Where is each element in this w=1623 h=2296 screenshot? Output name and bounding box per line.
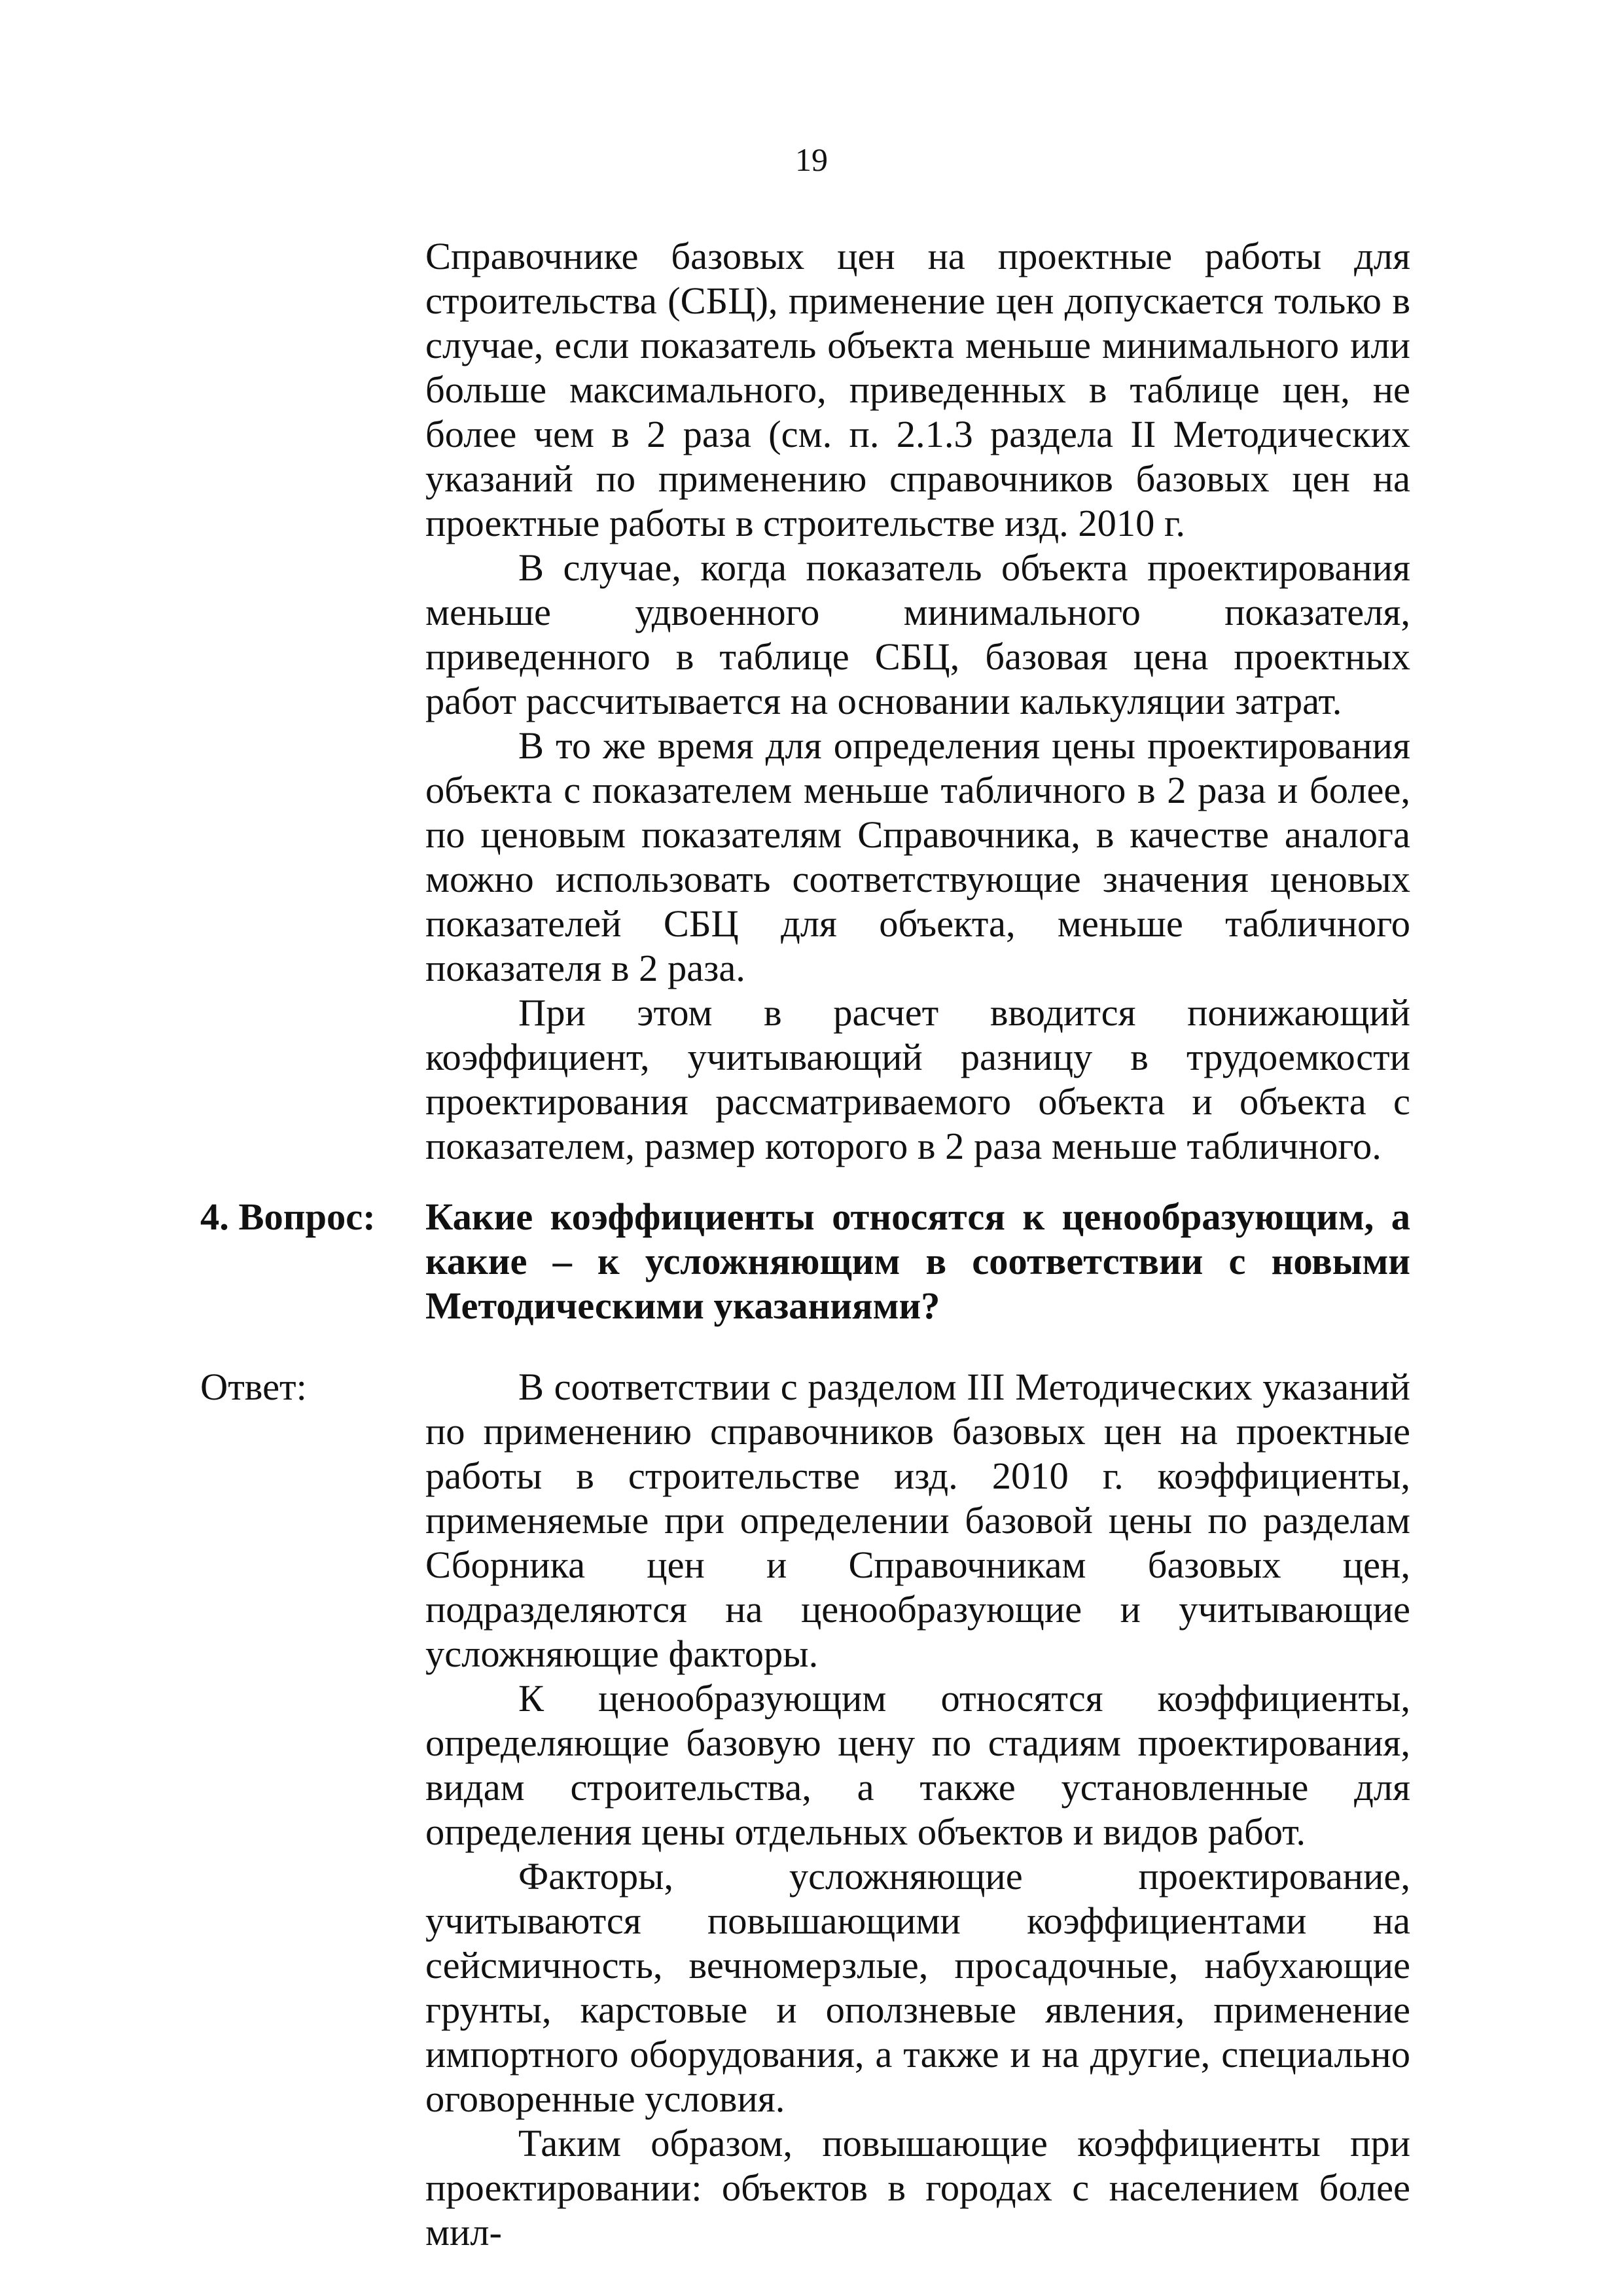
- answer-paragraph: К ценообразующим относятся коэффициенты, определяющие базовую цену по стадиям проектирования, видам строительства, а также установленные для определения цены отдельных объектов и видов работ.: [425, 1677, 1410, 1853]
- intro-paragraph: Справочнике базовых цен на проектные работы для строительства (СБЦ), применение цен допускается только в случае, если показатель объекта меньше минимального или больше максимального, приведенных в таблице цен, не более чем в 2 раза (см. п. 2.1.3 раздела II Методических указаний по применению справочников базовых цен на проектные работы в строительстве изд. 2010 г.: [425, 235, 1410, 544]
- intro-paragraph: В случае, когда показатель объекта проектирования меньше удвоенного минимального показателя, приведенного в таблице СБЦ, базовая цена проектных работ рассчитывается на основании калькуляции затрат.: [425, 546, 1410, 722]
- intro-paragraph: При этом в расчет вводится понижающий коэффициент, учитывающий разницу в трудоемкости проектирования рассматриваемого объекта и объекта с показателем, размер которого в 2 раза меньше табличного.: [425, 991, 1410, 1167]
- question-text: [425, 1195, 1410, 1328]
- question-paragraph: Какие коэффициенты относятся к ценообразующим, а какие – к усложняющим в соответствии с новыми Методическими указаниями?: [425, 1195, 1410, 1327]
- question-label: 4. Вопрос:: [200, 1195, 376, 1238]
- answer-paragraph: Факторы, усложняющие проектирование, учитываются повышающими коэффициентами на сейсмичность, вечномерзлые, просадочные, набухающие грунты, карстовые и оползневые явления, применение импортного оборудования, а также и на другие, специально оговоренные условия.: [425, 1855, 1410, 2120]
- page-number: 19: [795, 141, 828, 178]
- answer-paragraph: Таким образом, повышающие коэффициенты при проектировании: объектов в городах с населением более мил-: [425, 2122, 1410, 2253]
- answer-label: Ответ:: [200, 1366, 307, 1408]
- answer-text: [425, 1365, 1410, 2255]
- answer-paragraph: В соответствии с разделом III Методических указаний по применению справочников базовых цен на проектные работы в строительстве изд. 2010 г. коэффициенты, применяемые при определении базовой цены по разделам Сборника цен и Справочникам базовых цен, подразделяются на ценообразующие и учитывающие усложняющие факторы.: [425, 1366, 1410, 1675]
- intro-text: [425, 234, 1410, 1169]
- intro-paragraph: В то же время для определения цены проектирования объекта с показателем меньше табличного в 2 раза и более, по ценовым показателям Справочника, в качестве аналога можно использовать соответствующие значения ценовых показателей СБЦ для объекта, меньше табличного показателя в 2 раза.: [425, 724, 1410, 989]
